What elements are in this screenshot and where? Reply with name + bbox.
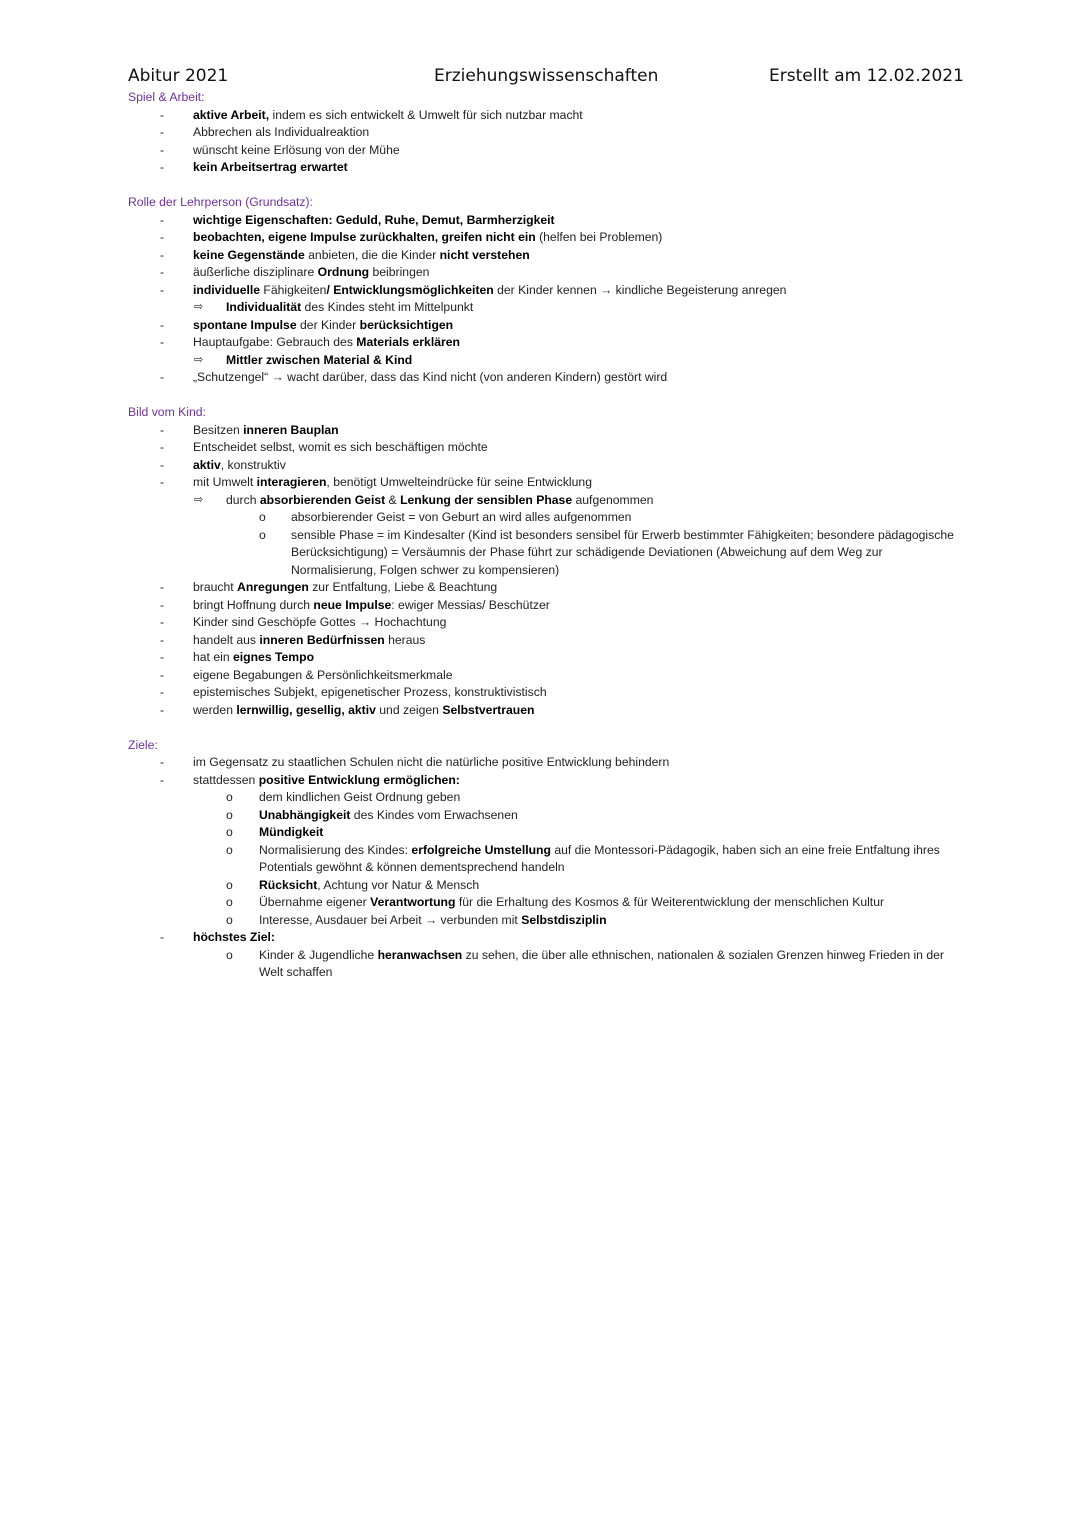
arrow-icon: ⇨ — [194, 353, 204, 366]
list-item: - Besitzen inneren Bauplan — [128, 422, 968, 440]
list-item: - werden lernwillig, gesellig, aktiv und zeigen Selbstvertrauen — [128, 702, 968, 720]
sub-item: o Normalisierung des Kindes: erfolgreiche Umstellung auf die Montessori-Pädagogik, haben sich an eine freie Entfaltung ihres Potentials gewöhnt & können dementsprechend handeln — [226, 842, 940, 874]
dash-bullet: - — [160, 755, 165, 769]
list-item: - äußerliche disziplinare Ordnung beibringen — [128, 264, 968, 282]
dash-bullet: - — [160, 632, 165, 647]
sub-item: o Interesse, Ausdauer bei Arbeit → verbunden mit Selbstdisziplin — [128, 912, 968, 930]
dash-bullet: - — [160, 125, 165, 139]
section-title-rolle: Rolle der Lehrperson (Grundsatz): — [128, 195, 313, 209]
dash-bullet: - — [160, 107, 165, 122]
list-item: - Entscheidet selbst, womit es sich beschäftigen möchte — [128, 439, 968, 457]
section-title-ziele: Ziele: — [128, 737, 158, 752]
list-item: - wichtige Eigenschaften: Geduld, Ruhe, Demut, Barmherzigkeit — [128, 212, 968, 230]
sub-item: o Mündigkeit — [128, 824, 968, 842]
circle-bullet: o — [226, 807, 233, 822]
sub-sub-item: o absorbierender Geist = von Geburt an wird alles aufgenommen — [128, 509, 968, 527]
list-item: - braucht Anregungen zur Entfaltung, Liebe & Beachtung — [128, 579, 968, 597]
dash-bullet: - — [160, 370, 165, 384]
circle-bullet: o — [226, 912, 233, 927]
dash-bullet: - — [160, 685, 165, 699]
sub-item: ⇨ Individualität des Kindes steht im Mittelpunkt — [128, 299, 968, 317]
list-item: - „Schutzengel“ → wacht darüber, dass das Kind nicht (von anderen Kindern) gestört wird — [128, 369, 968, 387]
dash-bullet: - — [160, 650, 165, 664]
sub-item: o Unabhängigkeit des Kindes vom Erwachsenen — [128, 807, 968, 825]
arrow-icon: ⇨ — [194, 493, 204, 506]
header-date: Erstellt am 12.02.2021 — [769, 66, 964, 86]
list-item: - Kinder sind Geschöpfe Gottes → Hochachtung — [128, 614, 968, 632]
circle-bullet: o — [226, 947, 233, 962]
dash-bullet: - — [160, 422, 165, 437]
sub-item: o Kinder & Jugendliche heranwachsen zu sehen, die über alle ethnischen, nationalen & sozialen Grenzen hinweg Frieden in der Welt schaffen — [226, 947, 944, 979]
list-item: - handelt aus inneren Bedürfnissen heraus — [128, 632, 968, 650]
dash-bullet: - — [160, 317, 165, 332]
list-item: - stattdessen positive Entwicklung ermöglichen: — [128, 772, 968, 790]
dash-bullet: - — [160, 142, 165, 157]
dash-bullet: - — [160, 247, 165, 262]
dash-bullet: - — [160, 597, 165, 612]
list-item: - Abbrechen als Individualreaktion — [128, 124, 968, 142]
list-item: - epistemisches Subjekt, epigenetischer Prozess, konstruktivistisch — [128, 684, 968, 702]
sub-item: ⇨ durch absorbierenden Geist & Lenkung der sensiblen Phase aufgenommen — [128, 492, 968, 510]
dash-bullet: - — [160, 772, 165, 787]
list-item: - spontane Impulse der Kinder berücksichtigen — [128, 317, 968, 335]
circle-bullet: o — [259, 510, 266, 524]
list-item: - keine Gegenstände anbieten, die die Kinder nicht verstehen — [128, 247, 968, 265]
list-item: - im Gegensatz zu staatlichen Schulen nicht die natürliche positive Entwicklung behindern — [128, 754, 968, 772]
sub-sub-item: o sensible Phase = im Kindesalter (Kind ist besonders sensibel für Erwerb bestimmter Fähigkeiten; besondere pädagogische Berücksichtigung) = Versäumnis der Phase führt zur schädigende Deviationen (Abweichung auf dem Weg zur Normalisierung, Folgen schwer zu kompensieren) — [259, 527, 954, 577]
dash-bullet: - — [160, 580, 165, 594]
circle-bullet: o — [259, 527, 266, 542]
dash-bullet: - — [160, 475, 165, 489]
list-item: - aktive Arbeit, indem es sich entwickelt & Umwelt für sich nutzbar macht — [128, 107, 968, 125]
dash-bullet: - — [160, 265, 165, 279]
list-item: - individuelle Fähigkeiten/ Entwicklungsmöglichkeiten der Kinder kennen → kindliche Begeisterung anregen — [128, 282, 968, 300]
list-item: - höchstes Ziel: — [128, 929, 968, 947]
section-title-bild: Bild vom Kind: — [128, 405, 206, 419]
dash-bullet: - — [160, 282, 165, 297]
dash-bullet: - — [160, 335, 165, 349]
dash-bullet: - — [160, 930, 165, 944]
circle-bullet: o — [226, 790, 233, 804]
dash-bullet: - — [160, 702, 165, 717]
list-item: - mit Umwelt interagieren, benötigt Umwelteindrücke für seine Entwicklung — [128, 474, 968, 492]
list-item: - eigene Begabungen & Persönlichkeitsmerkmale — [128, 667, 968, 685]
circle-bullet: o — [226, 895, 233, 909]
list-item: - kein Arbeitsertrag erwartet — [128, 159, 968, 177]
section-title-spiel: Spiel & Arbeit: — [128, 90, 205, 104]
list-item: - aktiv, konstruktiv — [128, 457, 968, 475]
document-body — [128, 89, 968, 982]
arrow-icon: ⇨ — [194, 301, 204, 313]
dash-bullet: - — [160, 160, 165, 174]
sub-item: o dem kindlichen Geist Ordnung geben — [128, 789, 968, 807]
list-item: - beobachten, eigene Impulse zurückhalten, greifen nicht ein (helfen bei Problemen) — [128, 229, 968, 247]
dash-bullet: - — [160, 230, 165, 244]
sub-item: ⇨ Mittler zwischen Material & Kind — [128, 352, 968, 370]
circle-bullet: o — [226, 825, 233, 839]
circle-bullet: o — [226, 842, 233, 857]
dash-bullet: - — [160, 212, 165, 227]
dash-bullet: - — [160, 667, 165, 682]
dash-bullet: - — [160, 615, 165, 629]
sub-item: o Rücksicht, Achtung vor Natur & Mensch — [128, 877, 968, 895]
list-item: - Hauptaufgabe: Gebrauch des Materials erklären — [128, 334, 968, 352]
dash-bullet: - — [160, 440, 165, 454]
header-left: Abitur 2021 — [128, 66, 229, 86]
list-item: - wünscht keine Erlösung von der Mühe — [128, 142, 968, 160]
sub-item: o Übernahme eigener Verantwortung für die Erhaltung des Kosmos & für Weiterentwicklung der menschlichen Kultur — [128, 894, 968, 912]
list-item: - hat ein eignes Tempo — [128, 649, 968, 667]
header-title: Erziehungswissenschaften — [434, 66, 659, 86]
dash-bullet: - — [160, 457, 165, 472]
circle-bullet: o — [226, 877, 233, 892]
list-item: - bringt Hoffnung durch neue Impulse: ewiger Messias/ Beschützer — [128, 597, 968, 615]
